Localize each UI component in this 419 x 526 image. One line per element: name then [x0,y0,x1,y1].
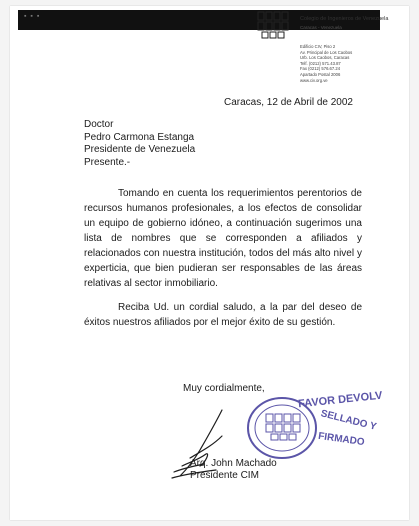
recipient-line: Doctor [84,119,114,130]
letter-page [10,6,409,520]
official-stamp [242,388,392,473]
body-paragraph: Tomando en cuenta los requerimientos perentorios de recursos humanos profesionales, a los efectos de consolidar un equipo de gobierno idóneo, a continuación sugerimos una lista de nombres que se corresponden a afiliados y relacionados con nuestra institución, todos del más alto nivel y experticia, que bien pudieran ser responsables de las áreas relativas al sector inmobiliario. [84,188,362,289]
address-line: Edificio CIV, Piso 2 [300,44,336,49]
closing-line: Muy cordialmente, [183,383,265,394]
organization-name: Colegio de Ingenieros de Venezuela [300,16,389,22]
address-line: Apartado Postal 2006 [300,71,341,77]
organization-logo [256,10,296,40]
signer-title: Presidente CIM [190,470,259,481]
address-line: www.civ.org.ve [300,77,328,83]
address-line: Urb. Los Caobos, Caracas [300,55,350,61]
recipient-line: Presidente de Venezuela [84,144,196,155]
letter-date: Caracas, 12 de Abril de 2002 [224,97,353,108]
letterhead-mark: ▪ ▪ ▪ [24,13,41,20]
stamp-text-line: FIRMADO [317,430,366,449]
address-line: Av. Principal de Los Caobos [300,49,353,55]
address-block [300,44,352,83]
organization-subtitle: Caracas - Venezuela [300,25,342,30]
address-line: Fax (0212) 576.67.24 [300,66,341,72]
body-paragraph: Reciba Ud. un cordial saludo, a la par del deseo de éxitos nuestros afiliados por el mejor éxito de su gestión. [84,302,362,328]
stamp-text-line: FAVOR DEVOLV [297,389,383,411]
address-line: Telf. (0212) 571.43.87 [300,60,341,66]
recipient-line: Presente.- [84,156,131,168]
recipient-line: Pedro Carmona Estanga [84,131,195,143]
recipient-block [84,119,195,169]
letter-body [84,186,362,330]
stamp-text-line: SELLADO Y [319,408,378,433]
signer-name: Arq. John Machado [190,458,277,469]
